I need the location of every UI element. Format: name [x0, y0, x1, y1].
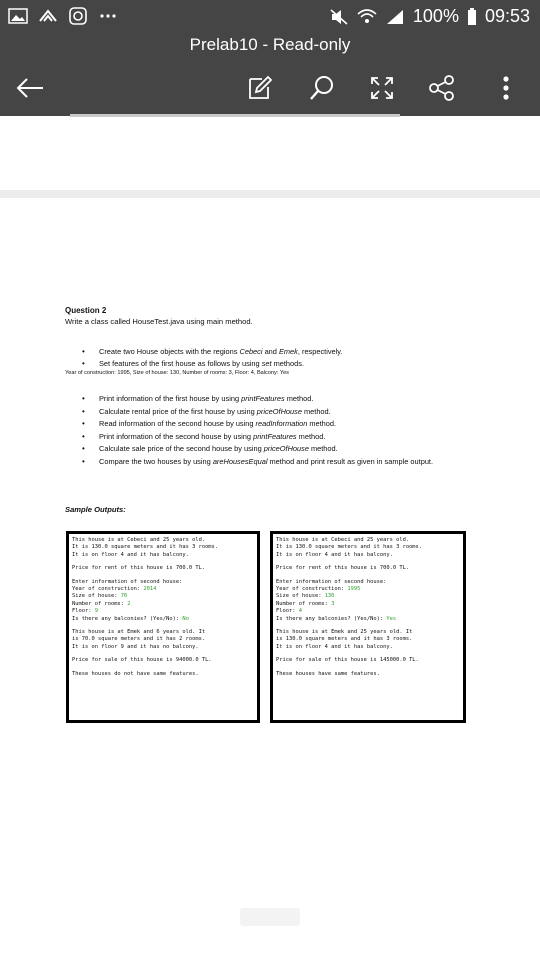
mute-icon — [329, 8, 349, 26]
instruction-list-1 — [82, 347, 343, 371]
console-input: 130 — [324, 593, 335, 600]
console-input: 70 — [120, 593, 128, 600]
console-line: It is on floor 4 and it has balcony. — [72, 551, 189, 558]
console-line: Year of construction: 1995 — [276, 586, 361, 593]
top-toolbar — [0, 60, 540, 116]
console-line: Price for sale of this house is 145000.0 TL. — [276, 657, 419, 664]
sample-output-console-left — [66, 531, 260, 723]
document-title: Prelab10 - Read-only — [189, 35, 351, 54]
console-line: This house is at Emek and 6 years old. It — [72, 629, 206, 636]
console-line: Price for rent of this house is 700.0 TL. — [276, 565, 410, 572]
console-line: is 70.0 square meters and it has 2 rooms. — [72, 636, 206, 643]
console-line: Price for sale of this house is 94000.0 TL. — [72, 657, 212, 664]
console-line: Price for rent of this house is 700.0 TL. — [72, 565, 206, 572]
console-line: These houses do not have same features. — [72, 670, 199, 677]
console-line: Number of rooms: 2 — [72, 600, 131, 607]
status-right-icons — [329, 6, 530, 27]
edit-button[interactable] — [242, 70, 278, 106]
console-line: These houses have same features. — [276, 670, 380, 677]
status-bar — [0, 0, 540, 34]
console-line: Size of house: 130 — [276, 593, 335, 600]
search-button[interactable] — [304, 70, 340, 106]
console-input: Yes — [386, 615, 397, 622]
page-separator — [0, 190, 540, 198]
wifi-icon — [357, 8, 377, 26]
share-icon — [428, 74, 456, 102]
console-line: Floor: 9 — [72, 608, 98, 615]
signal-boost-icon — [38, 7, 58, 25]
instagram-icon — [68, 7, 88, 25]
console-line: Enter information of second house: — [72, 578, 183, 585]
list-item: • Compare the two houses by using areHousesEqual method and print result as given in sample output. — [82, 457, 462, 466]
console-input: No — [182, 615, 189, 622]
console-line: Floor: 4 — [276, 608, 302, 615]
status-left-icons — [8, 7, 118, 25]
console-line: Year of construction: 2014 — [72, 586, 157, 593]
console-line: It is 130.0 square meters and it has 3 rooms. — [276, 544, 423, 551]
page-indicator — [240, 908, 300, 926]
fullscreen-icon — [369, 75, 395, 101]
console-input: 1995 — [347, 586, 361, 593]
console-line: This house is at Emek and 25 years old. It — [276, 629, 413, 636]
previous-page-bottom — [0, 116, 540, 196]
list-item: • Print information of the second house by using printFeatures method. — [82, 432, 462, 441]
gallery-icon — [8, 7, 28, 25]
console-line: It is 130.0 square meters and it has 3 rooms. — [72, 544, 219, 551]
console-line: Is there any balconies? (Yes/No): Yes — [276, 615, 397, 622]
back-button[interactable] — [12, 70, 48, 106]
instruction-list-2 — [82, 394, 462, 469]
sample-outputs-title: Sample Outputs: — [65, 505, 126, 514]
console-line: It is on floor 9 and it has no balcony. — [72, 643, 199, 650]
edit-icon — [246, 74, 274, 102]
back-arrow-icon — [15, 76, 45, 100]
list-item: • Calculate sale price of the second house by using priceOfHouse method. — [82, 444, 462, 453]
battery-percent: 100% — [412, 6, 459, 26]
console-input: 4 — [298, 608, 302, 615]
console-input: 3 — [331, 600, 335, 607]
sample-output-console-right — [270, 531, 466, 723]
first-house-features: Year of construction: 1995, Size of house: 130, Number of rooms: 3, Floor: 4, Balcony: Yes — [65, 370, 289, 376]
console-line: Number of rooms: 3 — [276, 600, 335, 607]
overflow-menu-button[interactable] — [488, 70, 524, 106]
search-icon — [308, 74, 336, 102]
document-title-bar — [0, 34, 540, 60]
console-line: Size of house: 70 — [72, 593, 128, 600]
previous-page-cut-text — [70, 114, 400, 117]
console-input: 9 — [94, 608, 98, 615]
console-line: is 130.0 square meters and it has 3 rooms. — [276, 636, 413, 643]
share-button[interactable] — [424, 70, 460, 106]
battery-icon — [467, 8, 477, 26]
cell-signal-icon — [385, 8, 405, 26]
console-line: This house is at Cebeci and 25 years old. — [72, 537, 206, 543]
question-title: Question 2 — [65, 306, 107, 315]
console-line: It is on floor 4 and it has balcony. — [276, 643, 393, 650]
console-line: Is there any balconies? (Yes/No): No — [72, 615, 189, 622]
list-item: • Create two House objects with the regions Cebeci and Emek, respectively. — [82, 347, 343, 356]
fullscreen-button[interactable] — [364, 70, 400, 106]
list-item: • Read information of the second house by using readInformation method. — [82, 419, 462, 428]
overflow-menu-icon — [501, 74, 511, 102]
document-page — [0, 198, 540, 960]
console-line: This house is at Cebeci and 25 years old. — [276, 537, 410, 543]
console-line: It is on floor 4 and it has balcony. — [276, 551, 393, 558]
console-input: 2014 — [143, 586, 157, 593]
list-item: • Set features of the first house as follows by using set methods. — [82, 359, 343, 368]
question-description: Write a class called HouseTest.java using main method. — [65, 317, 253, 326]
list-item: • Print information of the first house by using printFeatures method. — [82, 394, 462, 403]
list-item: • Calculate rental price of the first house by using priceOfHouse method. — [82, 407, 462, 416]
clock: 09:53 — [484, 6, 530, 26]
more-dots-icon — [98, 7, 118, 25]
console-line: Enter information of second house: — [276, 578, 387, 585]
console-input: 2 — [127, 600, 131, 607]
